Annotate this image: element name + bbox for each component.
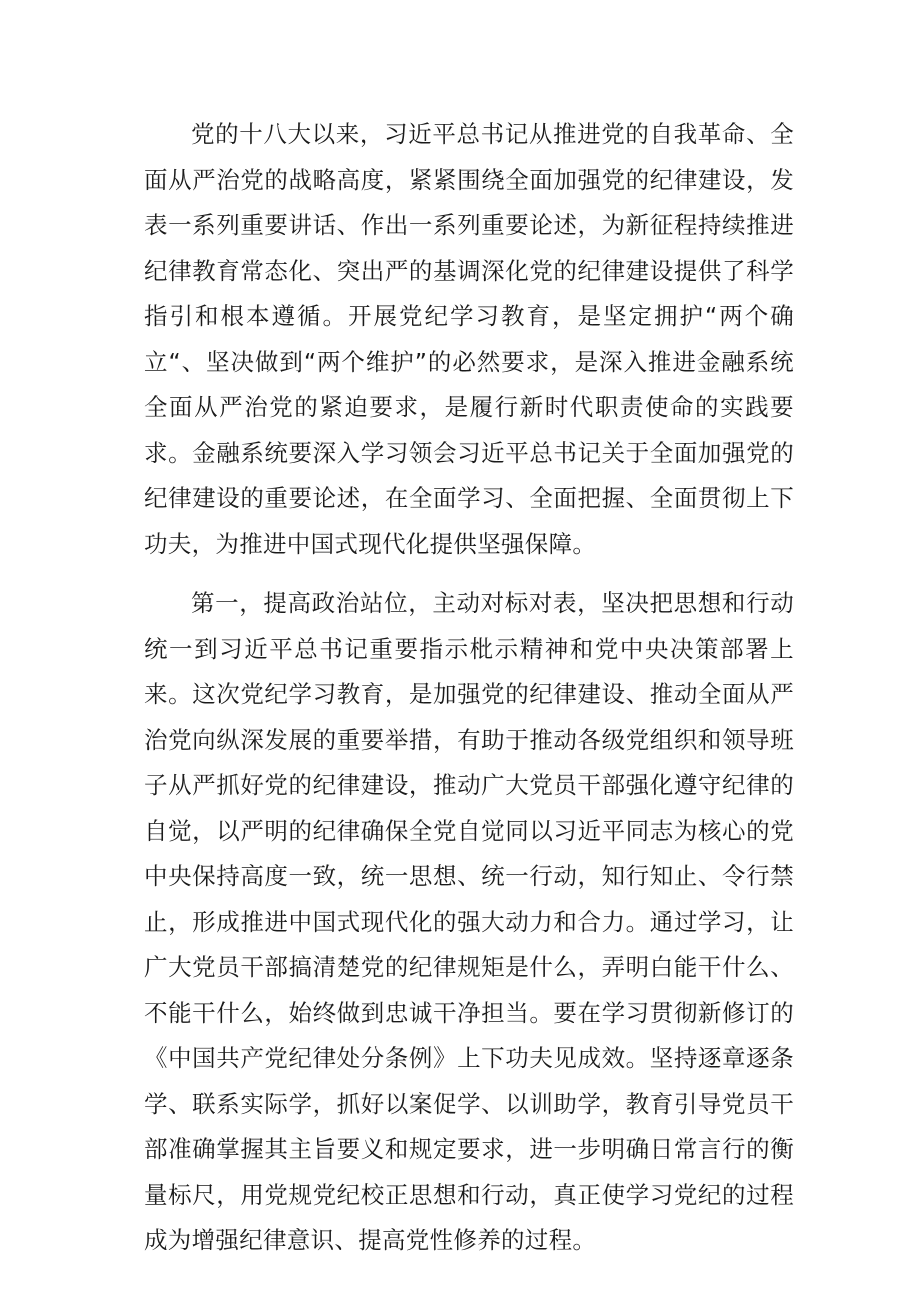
paragraph-1: 党的十八大以来，习近平总书记从推进党的自我革命、全面从严治党的战略高度，紧紧围绕全面加强党的纪律建设，发表一系列重要讲话、作出一系列重要论述，为新征程持续推进纪律教育常态化、突出严的基调深化党的纪律建设提供了科学指引和根本遵循。开展党纪学习教育，是坚定拥护“两个确立“、坚决做到“两个维护”的必然要求，是深入推进金融系统全面从严治党的紧迫要求，是履行新时代职责使命的实践要求。金融系统要深入学习领会习近平总书记关于全面加强党的纪律建设的重要论述，在全面学习、全面把握、全面贯彻上下功夫，为推进中国式现代化提供坚强保障。 xyxy=(144,120,794,558)
paragraph-2: 第一，提高政治站位，主动对标对表，坚决把思想和行动统一到习近平总书记重要指示枇示精神和党中央决策部署上来。这次党纪学习教育，是加强党的纪律建设、推动全面从严治党向纵深发展的重要举措，有助于推动各级党组织和领导班子从严抓好党的纪律建设，推动广大党员干部强化遵守纪律的自觉，以严明的纪律确保全党自觉同以习近平同志为核心的党中央保持高度一致，统一思想、统一行动，知行知止、令行禁止，形成推进中国式现代化的强大动力和合力。通过学习，让广大党员干部搞清楚党的纪律规矩是什么，弄明白能干什么、不能干什么，始终做到忠诚干净担当。要在学习贯彻新修订的《中国共产党纪律处分条例》上下功夫见成效。坚持逐章逐条学、联系实际学，抓好以案促学、以训助学，教育引导党员干部准确掌握其主旨要义和规定要求，进一步明确日常言行的衡量标尺，用党规党纪校正思想和行动，真正使学习党纪的过程成为增强纪律意识、提高党性修养的过程。 xyxy=(144,589,794,1254)
document-body xyxy=(144,112,794,1264)
